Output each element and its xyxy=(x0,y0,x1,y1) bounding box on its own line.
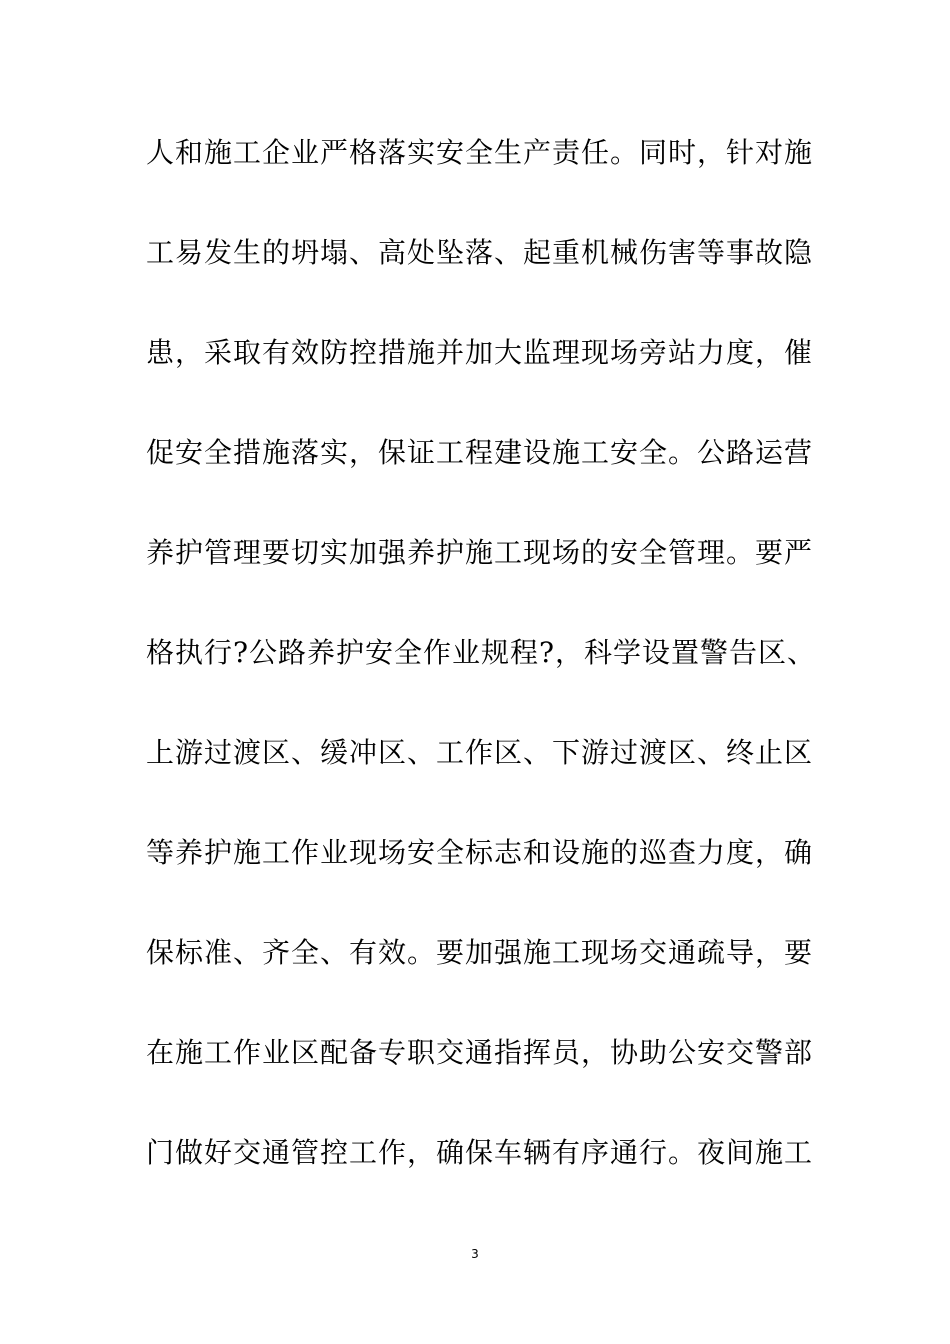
text-line: 上游过渡区、缓冲区、工作区、下游过渡区、终止区 xyxy=(146,736,814,769)
text-line: 保标准、齐全、有效。要加强施工现场交通疏导，要 xyxy=(146,936,814,969)
text-line: 格执行?公路养护安全作业规程?，科学设置警告区、 xyxy=(146,636,817,669)
text-line: 门做好交通管控工作，确保车辆有序通行。夜间施工 xyxy=(146,1136,814,1169)
text-line: 人和施工企业严格落实安全生产责任。同时，针对施 xyxy=(146,136,814,169)
text-line: 工易发生的坍塌、高处坠落、起重机械伤害等事故隐 xyxy=(146,236,814,269)
text-line: 促安全措施落实，保证工程建设施工安全。公路运营 xyxy=(146,436,814,469)
text-line: 在施工作业区配备专职交通指挥员，协助公安交警部 xyxy=(146,1036,814,1069)
text-line: 患，采取有效防控措施并加大监理现场旁站力度，催 xyxy=(146,336,814,369)
body-text xyxy=(146,128,817,1228)
text-line: 等养护施工作业现场安全标志和设施的巡查力度，确 xyxy=(146,836,814,869)
page-number: 3 xyxy=(471,1247,479,1261)
text-line: 养护管理要切实加强养护施工现场的安全管理。要严 xyxy=(146,536,814,569)
